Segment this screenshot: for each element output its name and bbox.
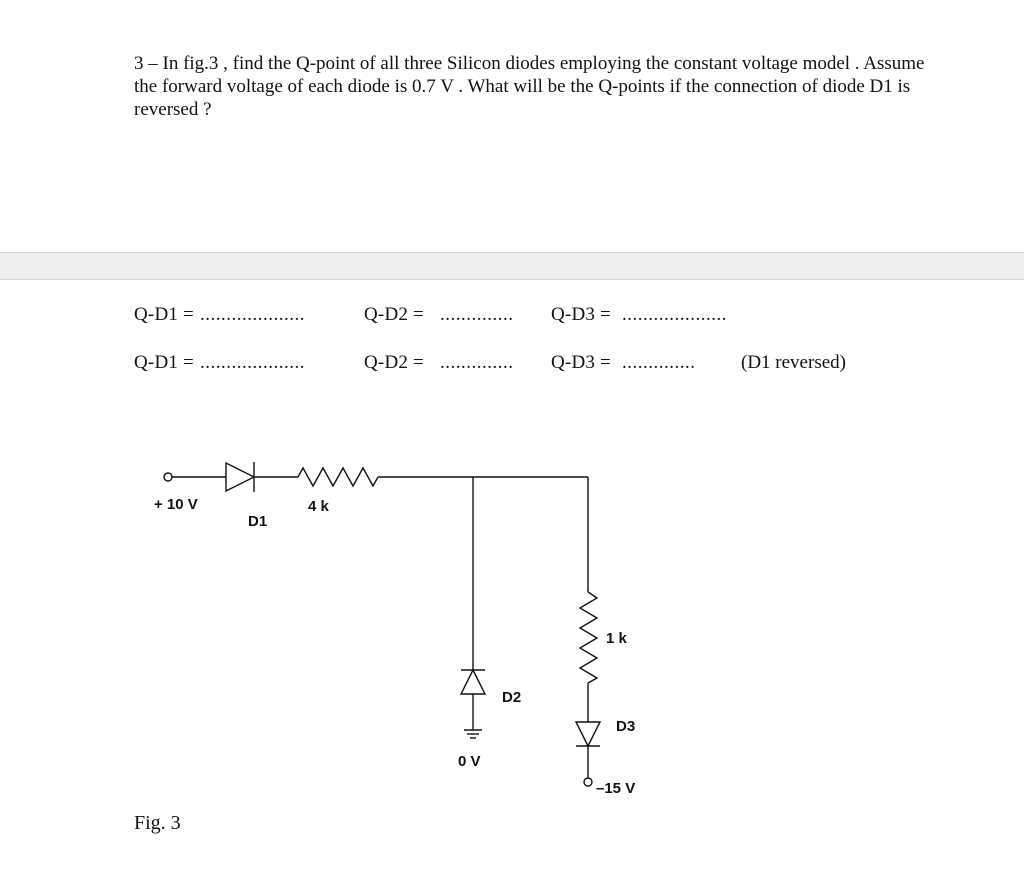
d3-diode-symbol: [576, 722, 600, 746]
r2-label: 1 k: [606, 630, 627, 647]
q-d1-blank[interactable]: ....................: [200, 352, 305, 373]
neg-supply-label: –15 V: [596, 780, 636, 797]
ground-voltage-label: 0 V: [458, 753, 481, 770]
q-d3-label: Q-D3 =: [551, 304, 611, 325]
source-terminal: [164, 473, 172, 481]
resistor-4k: [298, 468, 378, 486]
d3-label: D3: [616, 718, 636, 735]
d1-diode-symbol: [226, 462, 254, 492]
d1-reversed-note: (D1 reversed): [741, 352, 846, 373]
q-d2-label: Q-D2 =: [364, 352, 424, 373]
source-voltage-label: + 10 V: [154, 496, 198, 513]
q-d1-blank[interactable]: ....................: [200, 304, 305, 325]
q-d1-label: Q-D1 =: [134, 304, 194, 325]
question-text: 3 – In fig.3 , find the Q-point of all three Silicon diodes employing the constant voltage model . Assume the forward voltage of each diode is 0.7 V . What will be the Q-points if the connection of diode D1 is reversed ?: [134, 53, 925, 120]
q-d2-label: Q-D2 =: [364, 304, 424, 325]
q-d2-blank[interactable]: ..............: [440, 352, 514, 373]
resistor-1k: [580, 592, 597, 683]
q-d3-blank[interactable]: ..............: [622, 352, 696, 373]
d2-label: D2: [502, 689, 522, 706]
q-d3-label: Q-D3 =: [551, 352, 611, 373]
ground-symbol: [464, 730, 482, 738]
r1-label: 4 k: [308, 498, 329, 515]
figure-caption: Fig. 3: [134, 812, 181, 834]
d2-diode-symbol: [461, 670, 485, 694]
q-d2-blank[interactable]: ..............: [440, 304, 514, 325]
q-d3-blank[interactable]: ....................: [622, 304, 727, 325]
neg-supply-terminal: [584, 778, 592, 786]
d1-label: D1: [248, 513, 268, 530]
q-d1-label: Q-D1 =: [134, 352, 194, 373]
